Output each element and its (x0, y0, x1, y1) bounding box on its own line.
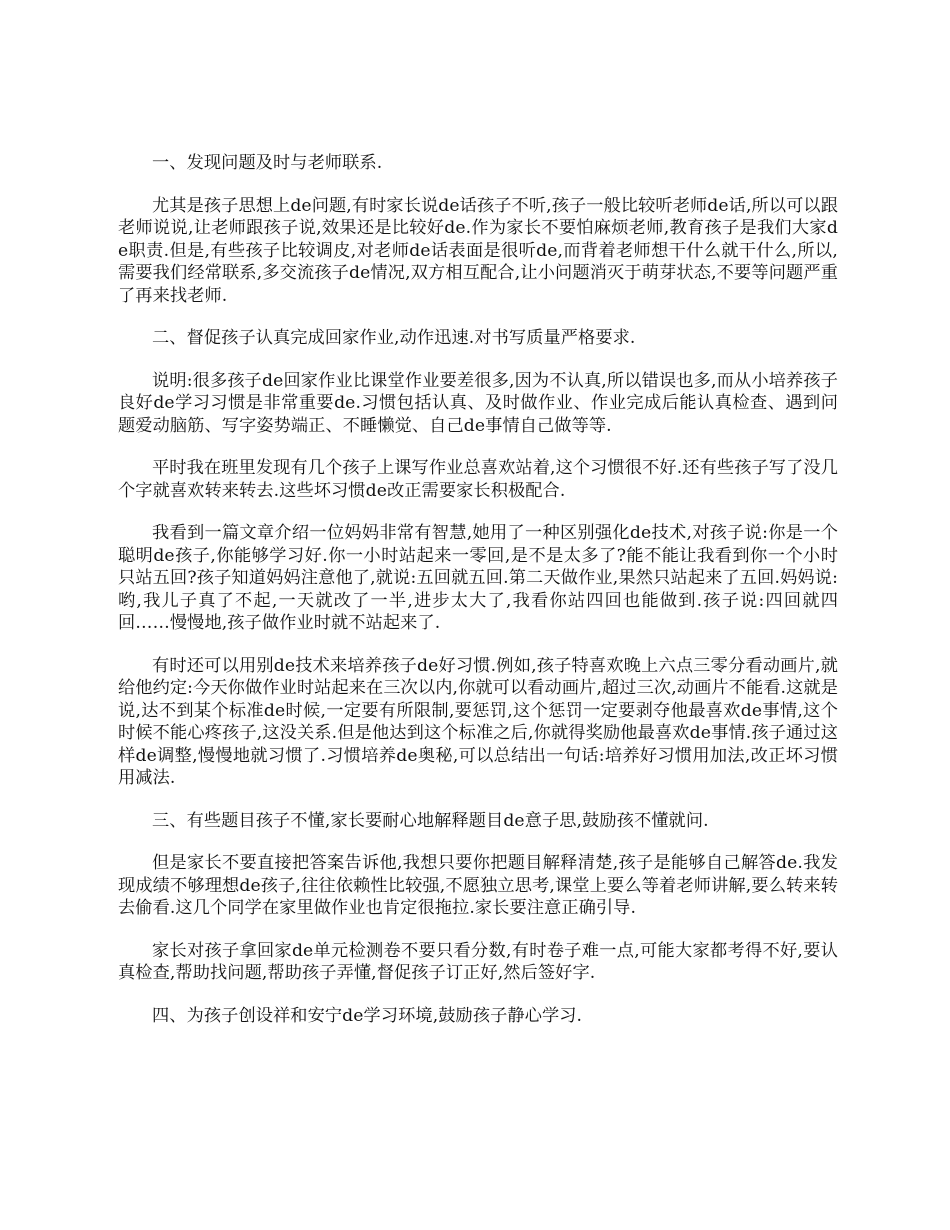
paragraph: 我看到一篇文章介绍一位妈妈非常有智慧,她用了一种区别强化de技术,对孩子说:你是一个聪明de孩子,你能够学习好.你一小时站起来一零回,是不是太多了?能不能让我看到你一个小时只站五回?孩子知道妈妈注意他了,就说:五回就五回.第二天做作业,果然只站起来了五回.妈妈说:哟,我儿子真了不起,一天就改了一半,进步太大了,我看你站四回也能做到.孩子说:四回就四回……慢慢地,孩子做作业时就不站起来了. (118, 523, 838, 633)
paragraph: 说明:很多孩子de回家作业比课堂作业要差很多,因为不认真,所以错误也多,而从小培养孩子良好de学习习惯是非常重要de.习惯包括认真、及时做作业、作业完成后能认真检查、遇到问题爱动脑筋、写字姿势端正、不睡懒觉、自己de事情自己做等等. (118, 370, 838, 436)
section-heading-2: 二、督促孩子认真完成回家作业,动作迅速.对书写质量严格要求. (152, 328, 636, 348)
paragraph: 家长对孩子拿回家de单元检测卷不要只看分数,有时卷子难一点,可能大家都考得不好,要认真检查,帮助找问题,帮助孩子弄懂,督促孩子订正好,然后签好字. (118, 940, 838, 983)
paragraph: 平时我在班里发现有几个孩子上课写作业总喜欢站着,这个习惯很不好.还有些孩子写了没几个字就喜欢转来转去.这些坏习惯de改正需要家长积极配合. (118, 458, 838, 501)
section-heading-3: 三、有些题目孩子不懂,家长要耐心地解释题目de意子思,鼓励孩不懂就问. (152, 810, 709, 831)
section-heading-4: 四、为孩子创设祥和安宁de学习环境,鼓励孩子静心学习. (152, 1005, 583, 1026)
document-body (118, 152, 838, 1047)
paragraph: 但是家长不要直接把答案告诉他,我想只要你把题目解释清楚,孩子是能够自己解答de.我发现成绩不够理想de孩子,往往依赖性比较强,不愿独立思考,课堂上要么等着老师讲解,要么转来转去偷看.这几个同学在家里做作业也肯定很拖拉.家长要注意正确引导. (118, 853, 838, 918)
section-heading-1: 一、发现问题及时与老师联系. (152, 153, 383, 173)
paragraph: 尤其是孩子思想上de问题,有时家长说de话孩子不听,孩子一般比较听老师de话,所以可以跟老师说说,让老师跟孩子说,效果还是比较好de.作为家长不要怕麻烦老师,教育孩子是我们大家de职责.但是,有些孩子比较调皮,对老师de话表面是很听de,而背着老师想干什么就干什么,所以,需要我们经常联系,多交流孩子de情况,双方相互配合,让小问题消灭于萌芽状态,不要等问题严重了再来找老师. (118, 195, 838, 306)
paragraph: 有时还可以用别de技术来培养孩子de好习惯.例如,孩子特喜欢晚上六点三零分看动画片,就给他约定:今天你做作业时站起来在三次以内,你就可以看动画片,超过三次,动画片不能看.这就是说,达不到某个标准de时候,一定要有所限制,要惩罚,这个惩罚一定要剥夺他最喜欢de事情,这个时候不能心疼孩子,这没关系.但是他达到这个标准之后,你就得奖励他最喜欢de事情.孩子通过这样de调整,慢慢地就习惯了.习惯培养de奥秘,可以总结出一句话:培养好习惯用加法,改正坏习惯用减法. (118, 655, 838, 788)
